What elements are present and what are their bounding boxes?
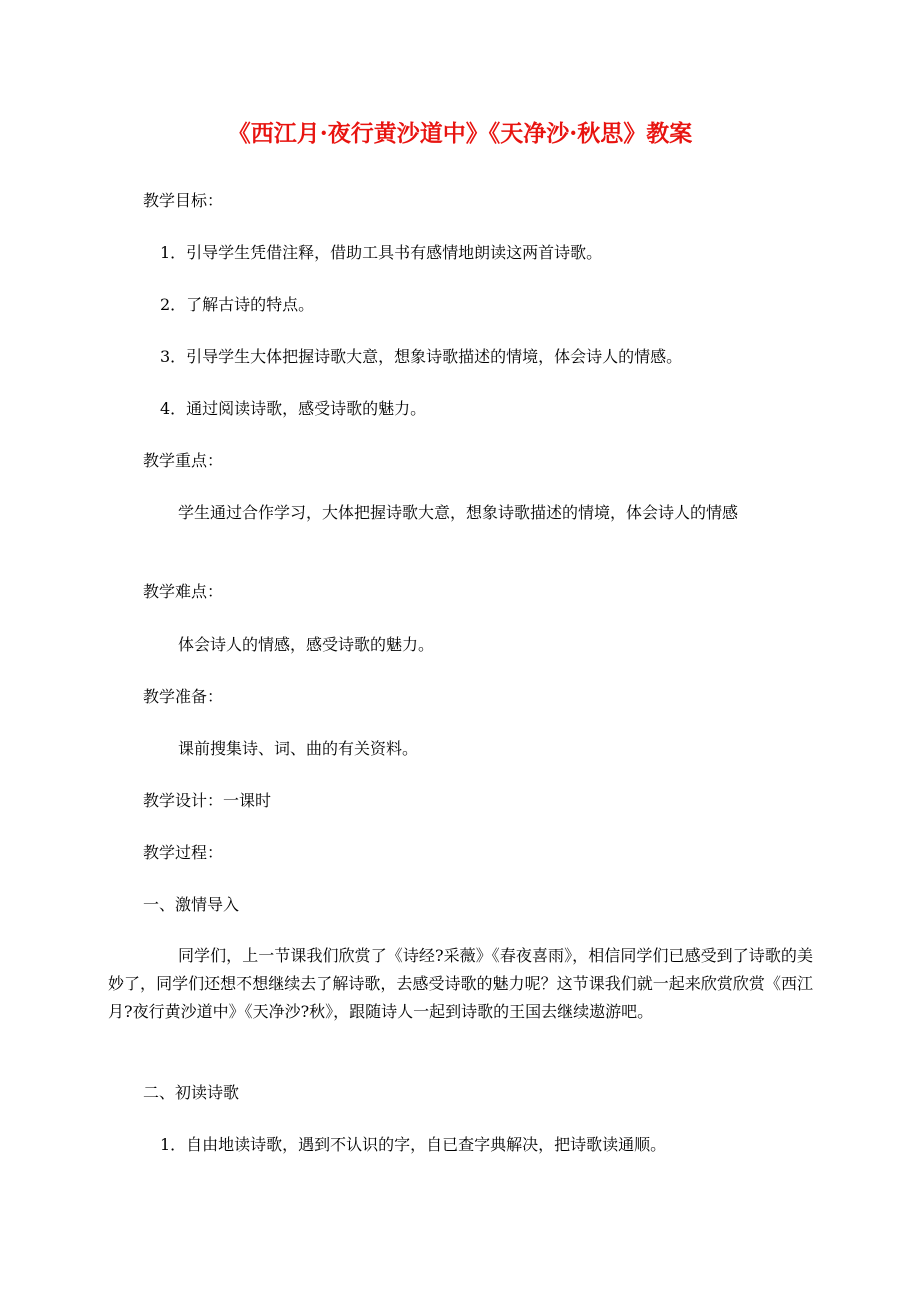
objective-item-4: 4．通过阅读诗歌，感受诗歌的魅力。 <box>160 399 427 418</box>
section2-heading: 二、初读诗歌 <box>143 1083 240 1102</box>
objective-item-2: 2．了解古诗的特点。 <box>160 295 315 314</box>
document-title: 《西江月·夜行黄沙道中》《天净沙·秋思》教案 <box>227 120 693 147</box>
section1-paragraph: 同学们，上一节课我们欣赏了《诗经?采薇》《春夜喜雨》，相信同学们已感受到了诗歌的美妙了，同学们还想不想继续去了解诗歌，去感受诗歌的魅力呢？这节课我们就一起来欣赏欣赏《西江月?夜行黄沙道中》《天净沙?秋》，跟随诗人一起到诗歌的王国去继续遨游吧。 <box>108 946 813 1021</box>
key-points-heading: 教学重点： <box>143 451 224 470</box>
objectives-heading: 教学目标： <box>143 191 224 210</box>
objective-item-3: 3．引导学生大体把握诗歌大意，想象诗歌描述的情境，体会诗人的情感。 <box>160 347 683 366</box>
difficulties-heading: 教学难点： <box>143 582 224 601</box>
key-points-paragraph: 学生通过合作学习，大体把握诗歌大意，想象诗歌描述的情境，体会诗人的情感 <box>178 503 739 522</box>
difficulties-paragraph: 体会诗人的情感，感受诗歌的魅力。 <box>178 635 435 654</box>
process-heading: 教学过程： <box>143 843 224 862</box>
section1-heading: 一、激情导入 <box>143 895 240 914</box>
preparation-paragraph: 课前搜集诗、词、曲的有关资料。 <box>178 739 419 758</box>
preparation-heading: 教学准备： <box>143 687 224 706</box>
section2-item-1: 1．自由地读诗歌，遇到不认识的字，自已查字典解决，把诗歌读通顺。 <box>160 1135 667 1154</box>
design-line: 教学设计：一课时 <box>143 791 272 810</box>
objective-item-1: 1．引导学生凭借注释，借助工具书有感情地朗读这两首诗歌。 <box>160 243 603 262</box>
